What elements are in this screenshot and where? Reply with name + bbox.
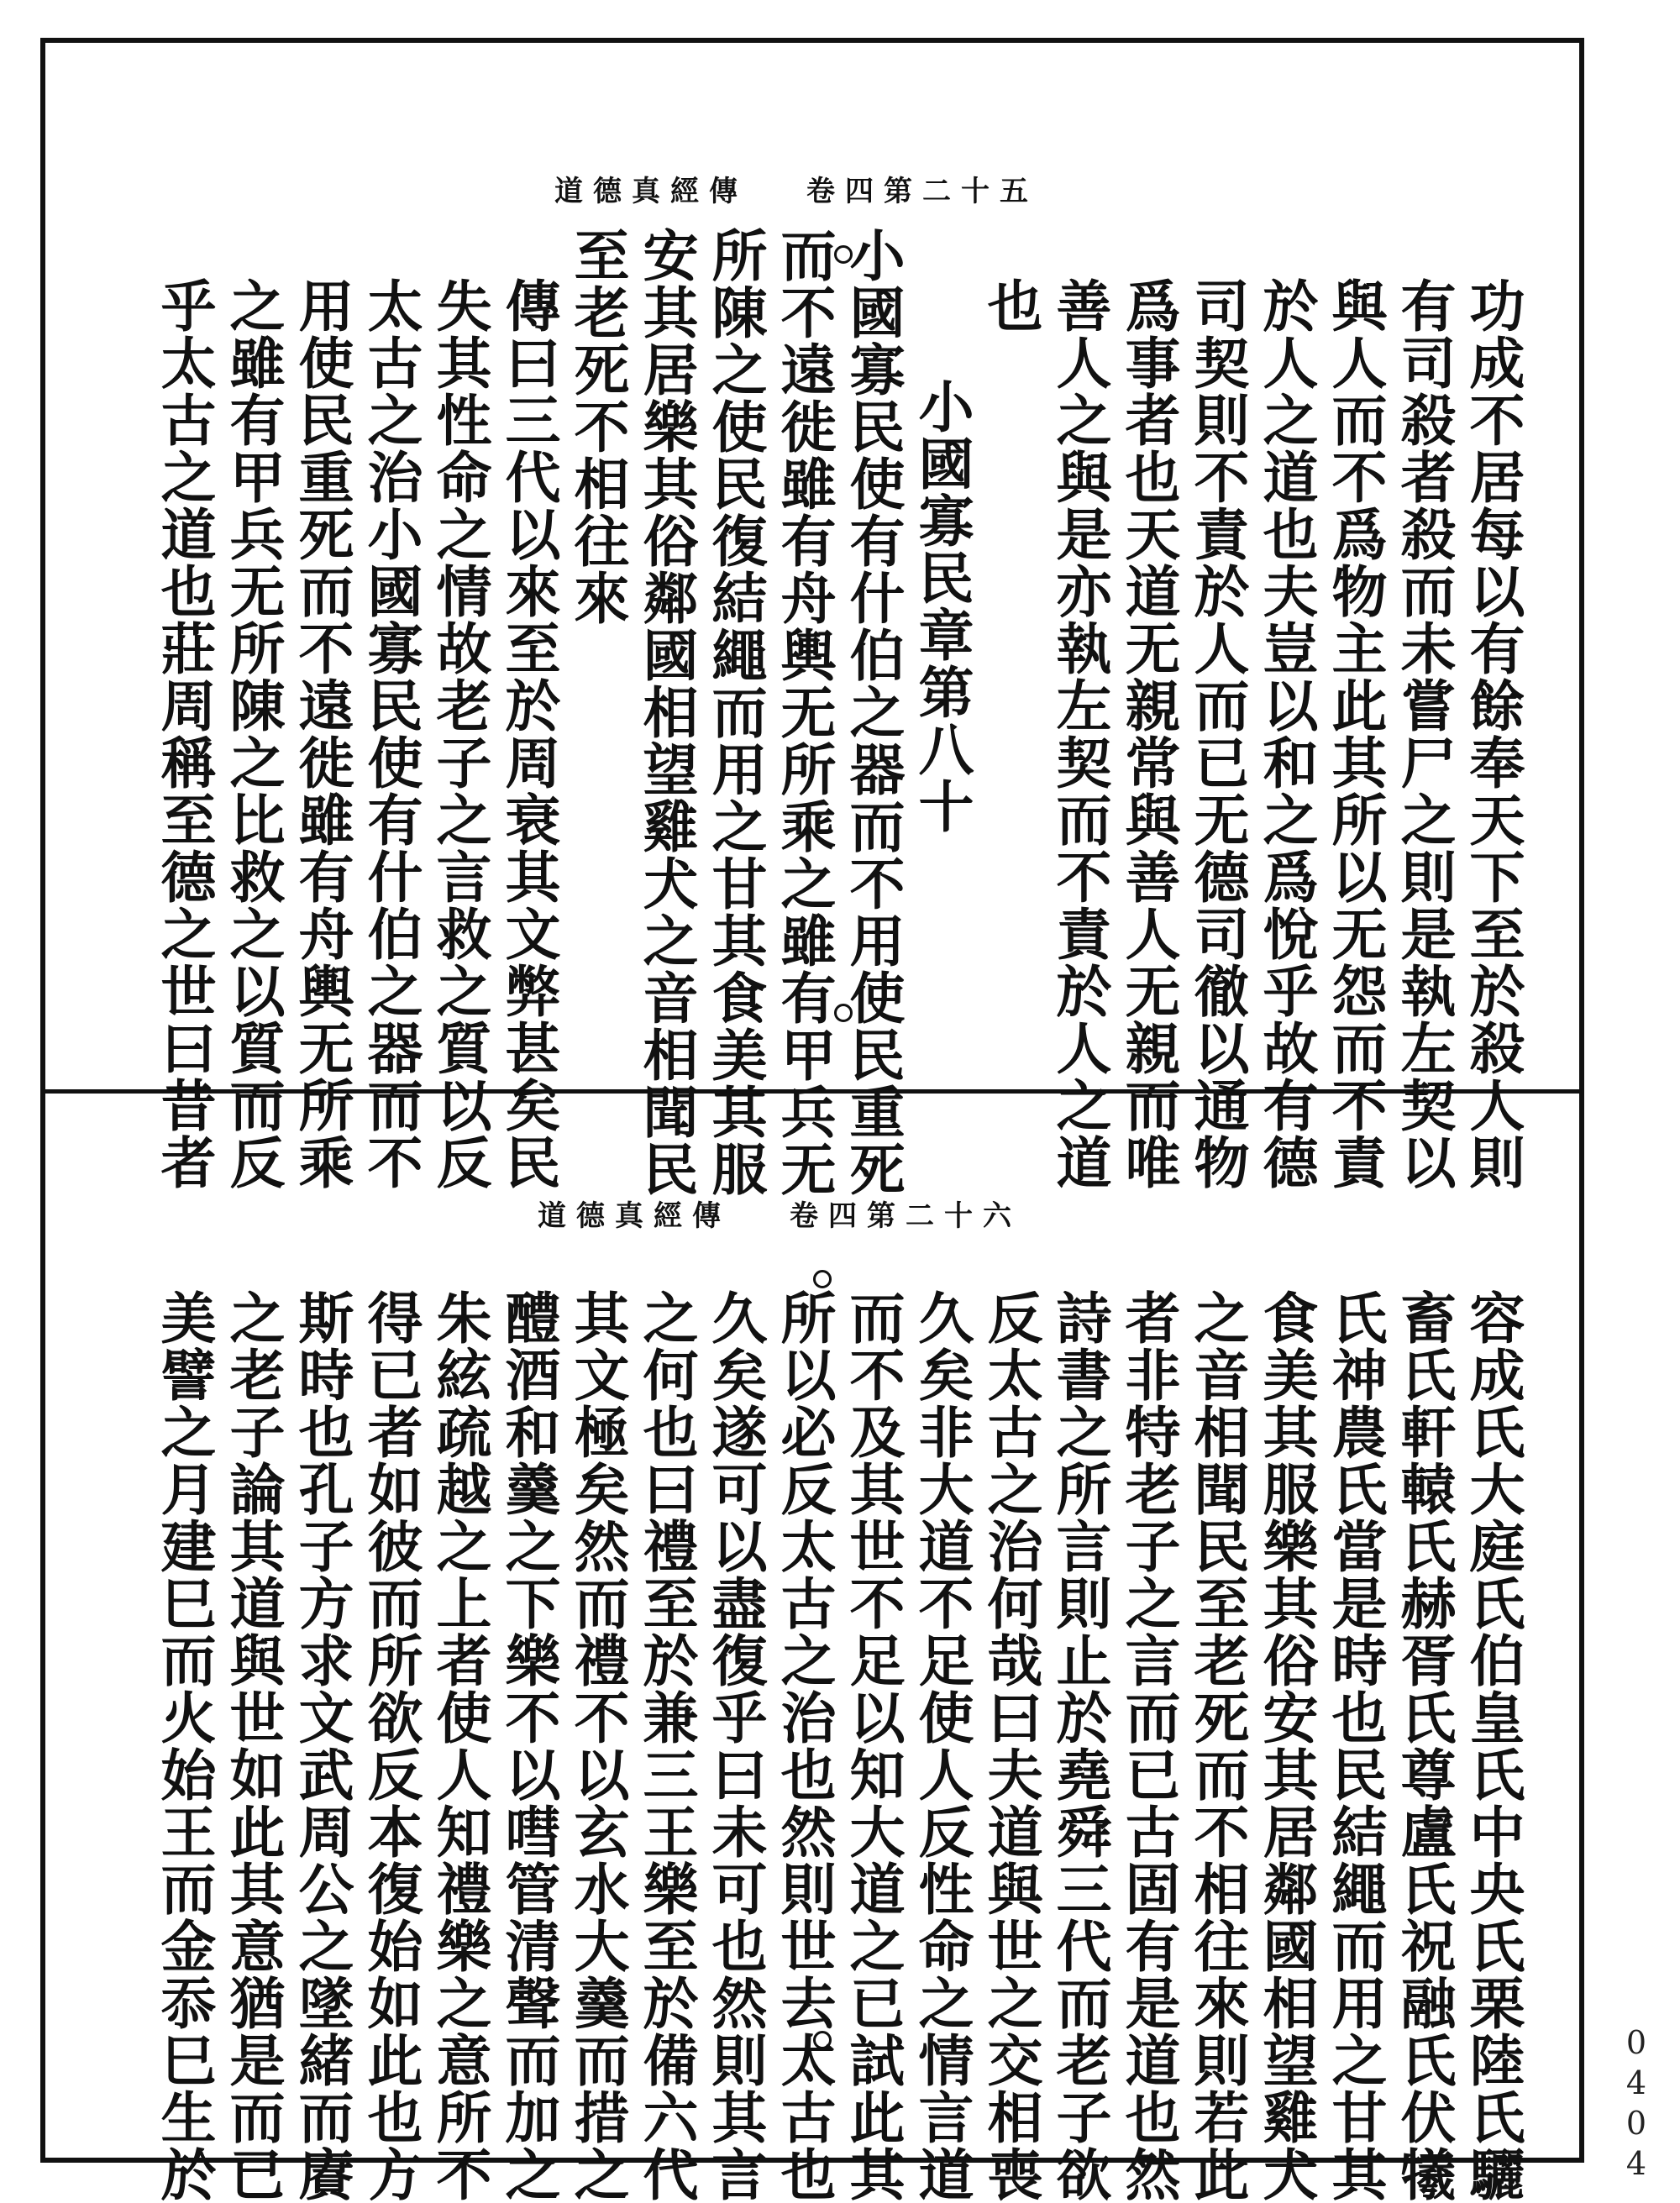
top-column: 所陳之使民復結繩而用之甘其食美其服: [702, 227, 768, 1198]
top-column: 安其居樂其俗鄰國相望雞犬之音相聞民: [633, 227, 699, 1198]
top-column: 也: [978, 277, 1043, 334]
bottom-column: 美譬之月建巳而火始王而金忝巳生於: [151, 1289, 217, 2203]
top-column: 爲事者也天道无親常與善人无親而唯: [1116, 277, 1181, 1191]
bottom-column: 之何也曰禮至於兼三王樂至於備六代: [633, 1289, 699, 2203]
top-column: 有司殺者殺而未嘗尸之則是執左契以: [1391, 277, 1457, 1191]
top-column: 之雖有甲兵无所陳之比救之以質而反: [220, 277, 286, 1191]
top-column: 小國寡民使有什伯之器而不用使民重死: [840, 227, 906, 1198]
bottom-column: 之音相聞民至老死而不相往來則若此: [1184, 1289, 1250, 2203]
chapter-title: 小國寡民章第八十: [909, 378, 974, 835]
bottom-column: 其文極矣然而禮不以玄水大羹而措之: [564, 1289, 630, 2203]
top-column: 太古之治小國寡民使有什伯之器而不: [358, 277, 423, 1191]
top-column: 乎太古之道也莊周稱至德之世曰昔者: [151, 277, 217, 1191]
top-header: [554, 168, 1038, 209]
bottom-header-section: 卷四第二十六: [790, 1199, 1021, 1233]
section-mark-circle: [813, 1270, 832, 1288]
top-column: 至老死不相往來: [564, 227, 630, 627]
top-column: 傳曰三代以來至於周衰其文弊甚矣民: [496, 277, 561, 1191]
top-header-title: 道德真經傳: [554, 175, 748, 208]
section-mark-circle: [834, 1004, 853, 1022]
bottom-header: [538, 1193, 1021, 1234]
page-number-text: 0404: [1618, 2024, 1655, 2185]
top-column: 與人而不爲物主此其所以无怨而不責: [1322, 277, 1388, 1191]
bottom-column: 食美其服樂其俗安其居鄰國相望雞犬: [1253, 1289, 1319, 2203]
top-column: 功成不居每以有餘奉天下至於殺人則: [1460, 277, 1525, 1191]
bottom-column: 氏神農氏當是時也民結繩而用之甘其: [1322, 1289, 1388, 2203]
bottom-column: 者非特老子之言而已古固有是道也然: [1116, 1289, 1181, 2203]
section-mark-circle: [834, 245, 853, 264]
top-column: 用使民重死而不遠徙雖有舟輿无所乘: [289, 277, 354, 1191]
top-header-section: 卷四第二十五: [806, 175, 1038, 208]
bottom-column: 所以必反太古之治也然則世去太古也: [771, 1289, 837, 2203]
bottom-column: 得已者如彼而所欲反本復始如此也方: [358, 1289, 423, 2203]
top-column: 而不遠徙雖有舟輿无所乘之雖有甲兵无: [771, 227, 837, 1198]
bottom-column: 畜氏軒轅氏赫胥氏尊盧氏祝融氏伏犧: [1391, 1289, 1457, 2203]
bottom-column: 久矣非大道不足使人反性命之情言道: [909, 1289, 974, 2203]
bottom-column: 而不及其世不足以知大道之已試此其: [840, 1289, 906, 2203]
bottom-column: 斯時也孔子方求文武周公之墜緒而賡: [289, 1289, 354, 2203]
bottom-column: 之老子論其道與世如此其意猶是而已: [220, 1289, 286, 2203]
bottom-column: 反太古之治何哉曰夫道與世之交相喪: [978, 1289, 1043, 2203]
page-number: [1617, 2024, 1659, 2185]
top-column: 善人之與是亦執左契而不責於人之道: [1047, 277, 1112, 1191]
bottom-column: 久矣遂可以盡復乎曰未可也然則其言: [702, 1289, 768, 2203]
top-column: 於人之道也夫豈以和之爲悅乎故有德: [1253, 277, 1319, 1191]
bottom-column: 容成氏大庭氏伯皇氏中央氏栗陸氏驪: [1460, 1289, 1525, 2203]
top-column: 失其性命之情故老子之言救之質以反: [427, 277, 492, 1191]
bottom-column: 詩書之所言則止於堯舜三代而老子欲: [1047, 1289, 1112, 2203]
bottom-header-title: 道德真經傳: [538, 1199, 731, 1233]
top-column: 司契則不責於人而已无德司徹以通物: [1184, 277, 1250, 1191]
bottom-column: 醴酒和羹之下樂不以嘒管清聲而加之: [496, 1289, 561, 2203]
bottom-column: 朱絃疏越之上者使人知禮樂之意所不: [427, 1289, 492, 2203]
section-mark-circle: [813, 2031, 832, 2049]
